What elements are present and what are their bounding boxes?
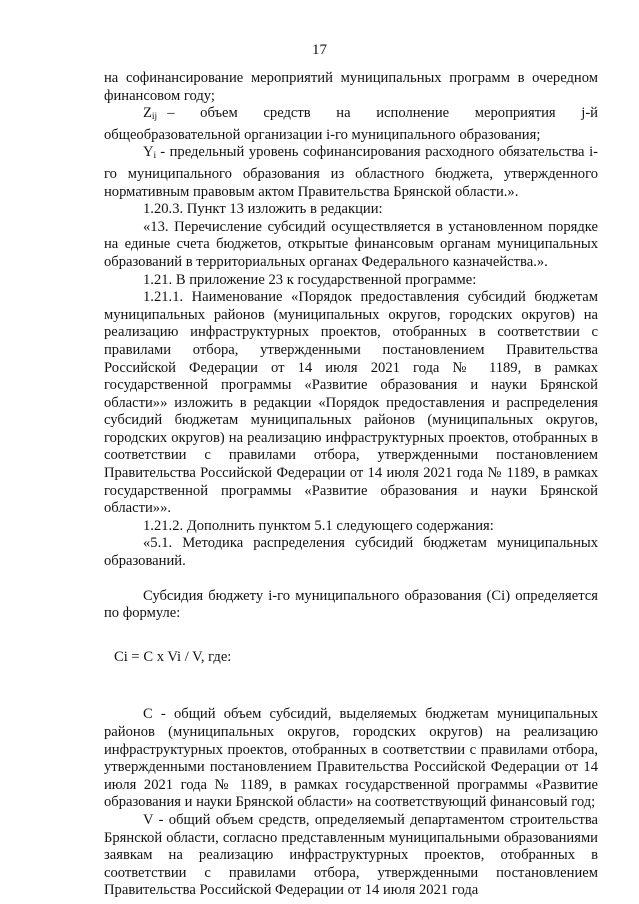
paragraph: «13. Перечисление субсидий осуществляется в установленном порядке на единые счета бюджетов, открытые финансовым органам муниципальных образований в территориальных органах Федерального казначейства.».: [104, 218, 598, 270]
paragraph: Субсидия бюджету i-го муниципального образования (Ci) определяется по формуле:: [104, 587, 598, 622]
definition-text: - предельный уровень софинансирования расходного обязательства i-го муниципального образования из областного бюджета, утвержденного нормативным правовым актом Правительства Брянской области.».: [104, 144, 598, 200]
paragraph: 1.21.1. Наименование «Порядок предоставления субсидий бюджетам муниципальных районов (муниципальных округов, городских округов) на реализацию инфраструктурных проектов, отобранных в соответствии с правилами отбора, утвержденными постановлением Правительства Российской Федерации от 14 июля 2021 года № 1189, в рамках государственной программы «Развитие образования и науки Брянской области»» изложить в редакции «Порядок предоставления и распределения субсидий бюджетам муниципальных районов (муниципальных округов, городских округов) на реализацию инфраструктурных проектов, отобранных в соответствии с правилами отбора, утвержденными постановлением Правительства Российской Федерации от 14 июля 2021 года № 1189, в рамках государственной программы «Развитие образования и науки Брянской области»».: [104, 289, 598, 517]
paragraph-y-definition: [104, 144, 598, 201]
symbol-y: $Y_i$: [143, 144, 157, 162]
formula: Ci = C x Vi / V, где:: [114, 648, 232, 665]
paragraph: на софинансирование мероприятий муниципальных программ в очередном финансовом году;: [104, 70, 598, 104]
paragraph: «5.1. Методика распределения субсидий бюджетам муниципальных образований.: [104, 535, 598, 570]
paragraph: 1.21.2. Дополнить пунктом 5.1 следующего содержания:: [143, 517, 494, 534]
page-number: 17: [312, 42, 327, 58]
document-body: [104, 70, 598, 900]
paragraph: C - общий объем субсидий, выделяемых бюджетам муниципальных районов (муниципальных округов, городских округов) на реализацию инфраструктурных проектов, отобранных в соответствии с правилами отбора, утвержденными постановлением Правительства Российской Федерации от 14 июля 2021 года № 1189, в рамках государственной программы «Развитие образования и науки Брянской области» на соответствующий финансовый год;: [104, 706, 598, 811]
paragraph-z-definition: [104, 105, 598, 144]
paragraph: 1.21. В приложение 23 к государственной программе:: [143, 271, 477, 288]
symbol-z: $Z_{ij}$: [143, 105, 158, 123]
paragraph: 1.20.3. Пункт 13 изложить в редакции:: [143, 201, 383, 218]
paragraph: V - общий объем средств, определяемый департаментом строительства Брянской области, согласно представленным муниципальными образованиями заявкам на реализацию инфраструктурных проектов, отобранных в соответствии с правилами отбора, утвержденными постановлением Правительства Российской Федерации от 14 июля 2021 года: [104, 811, 598, 899]
definition-text: – объем средств на исполнение мероприятия j-й общеобразовательной организации i-го муниципального образования;: [104, 105, 598, 143]
